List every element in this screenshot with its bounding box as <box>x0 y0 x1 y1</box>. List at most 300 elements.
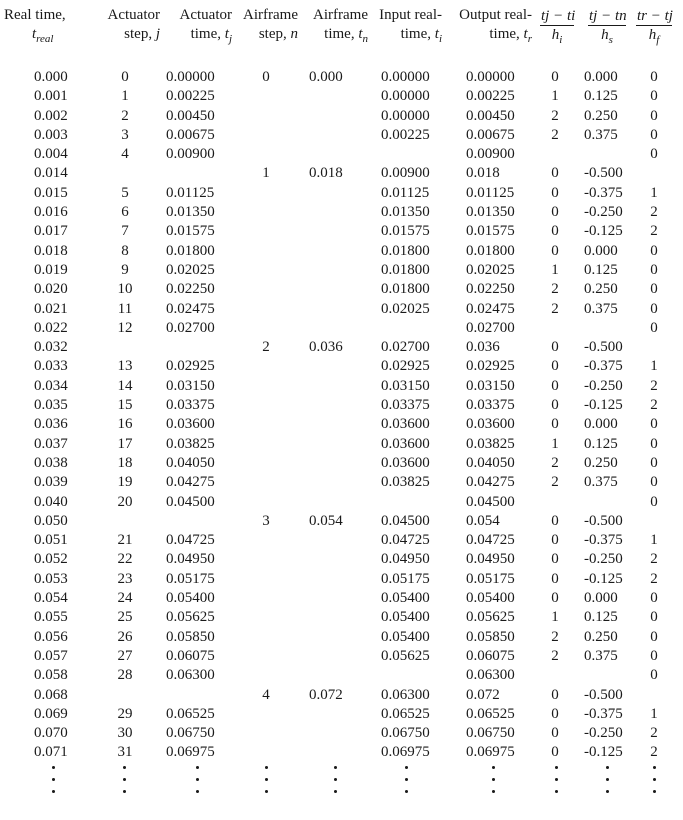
header-airframe-time: Airframe time, $t_n$ <box>313 7 368 45</box>
cell-ratio-hi: 0 <box>551 416 559 433</box>
cell-actuator-step: 5 <box>121 184 129 201</box>
cell-real-time: 0.004 <box>34 146 68 163</box>
table-row <box>0 415 683 434</box>
cell-airframe-time: 0.000 <box>309 69 343 85</box>
cell-actuator-step: 4 <box>121 146 129 163</box>
cell-output-real-time: 0.072 <box>466 686 500 703</box>
cell-output-real-time: 0.01350 <box>466 204 515 221</box>
cell-ratio-hs: -0.250 <box>584 377 623 394</box>
table-row <box>0 570 683 589</box>
ellipsis-dots <box>606 766 609 802</box>
header-input-real-time: Input real- time, $t_i$ <box>379 7 442 45</box>
cell-output-real-time: 0.01575 <box>466 223 515 240</box>
cell-ratio-hf: 0 <box>650 88 658 105</box>
cell-input-real-time: 0.02925 <box>381 358 430 375</box>
cell-ratio-hs: -0.375 <box>584 705 623 722</box>
cell-real-time: 0.071 <box>34 744 68 761</box>
cell-input-real-time: 0.00225 <box>381 126 430 143</box>
cell-output-real-time: 0.05400 <box>466 590 515 607</box>
cell-input-real-time: 0.03600 <box>381 435 430 452</box>
cell-ratio-hf: 2 <box>650 397 658 414</box>
cell-ratio-hs: 0.125 <box>584 435 618 452</box>
table-row <box>0 222 683 241</box>
ellipsis-dots <box>405 766 408 802</box>
cell-actuator-time: 0.02700 <box>166 319 215 336</box>
cell-input-real-time: 0.00000 <box>381 69 430 85</box>
cell-ratio-hs: -0.500 <box>584 512 623 529</box>
cell-input-real-time: 0.00000 <box>381 107 430 124</box>
cell-input-real-time: 0.05400 <box>381 609 430 626</box>
cell-ratio-hi: 0 <box>551 204 559 221</box>
cell-actuator-step: 27 <box>117 647 133 664</box>
cell-ratio-hi: 0 <box>551 184 559 201</box>
table-row <box>0 87 683 106</box>
cell-output-real-time: 0.06525 <box>466 705 515 722</box>
cell-ratio-hf: 2 <box>650 570 658 587</box>
cell-output-real-time: 0.04275 <box>466 474 515 491</box>
cell-actuator-time: 0.03375 <box>166 397 215 414</box>
cell-real-time: 0.058 <box>34 667 68 684</box>
cell-input-real-time: 0.01350 <box>381 204 430 221</box>
cell-real-time: 0.053 <box>34 570 68 587</box>
cell-ratio-hi: 2 <box>551 647 559 664</box>
cell-output-real-time: 0.03600 <box>466 416 515 433</box>
cell-input-real-time: 0.00000 <box>381 88 430 105</box>
cell-actuator-time: 0.04725 <box>166 532 215 549</box>
cell-real-time: 0.022 <box>34 319 68 336</box>
cell-output-real-time: 0.036 <box>466 339 500 356</box>
cell-output-real-time: 0.05850 <box>466 628 515 645</box>
cell-output-real-time: 0.01800 <box>466 242 515 259</box>
cell-ratio-hi: 0 <box>551 570 559 587</box>
table-row <box>0 145 683 164</box>
table-row <box>0 126 683 145</box>
table-row <box>0 531 683 550</box>
cell-output-real-time: 0.00900 <box>466 146 515 163</box>
cell-output-real-time: 0.02475 <box>466 300 515 317</box>
cell-ratio-hs: -0.375 <box>584 532 623 549</box>
cell-ratio-hf: 1 <box>650 184 658 201</box>
ellipsis-dots <box>555 766 558 802</box>
cell-ratio-hs: -0.250 <box>584 725 623 742</box>
cell-input-real-time: 0.03600 <box>381 454 430 471</box>
cell-actuator-time: 0.04500 <box>166 493 215 510</box>
cell-input-real-time: 0.06525 <box>381 705 430 722</box>
cell-actuator-step: 12 <box>117 319 133 336</box>
cell-real-time: 0.038 <box>34 454 68 471</box>
cell-actuator-time: 0.00900 <box>166 146 215 163</box>
cell-ratio-hs: 0.125 <box>584 88 618 105</box>
table-body <box>0 68 683 763</box>
ellipsis-dots <box>334 766 337 802</box>
cell-actuator-time: 0.02025 <box>166 261 215 278</box>
table-row <box>0 589 683 608</box>
cell-real-time: 0.052 <box>34 551 68 568</box>
cell-output-real-time: 0.02925 <box>466 358 515 375</box>
cell-ratio-hi: 1 <box>551 435 559 452</box>
cell-ratio-hs: -0.500 <box>584 165 623 182</box>
cell-input-real-time: 0.05175 <box>381 570 430 587</box>
table-row <box>0 280 683 299</box>
ellipsis-dots <box>52 766 55 802</box>
cell-real-time: 0.032 <box>34 339 68 356</box>
cell-output-real-time: 0.018 <box>466 165 500 182</box>
cell-real-time: 0.016 <box>34 204 68 221</box>
cell-output-real-time: 0.06750 <box>466 725 515 742</box>
ellipsis-dots <box>265 766 268 802</box>
table-row <box>0 203 683 222</box>
cell-actuator-time: 0.03150 <box>166 377 215 394</box>
cell-ratio-hi: 2 <box>551 107 559 124</box>
cell-ratio-hf: 0 <box>650 242 658 259</box>
cell-actuator-step: 22 <box>117 551 133 568</box>
cell-ratio-hf: 0 <box>650 454 658 471</box>
cell-ratio-hi: 2 <box>551 300 559 317</box>
cell-ratio-hs: -0.125 <box>584 223 623 240</box>
cell-input-real-time: 0.01800 <box>381 261 430 278</box>
cell-actuator-step: 30 <box>117 725 133 742</box>
cell-ratio-hf: 0 <box>650 281 658 298</box>
cell-ratio-hs: -0.375 <box>584 184 623 201</box>
cell-ratio-hs: 0.375 <box>584 300 618 317</box>
cell-output-real-time: 0.02700 <box>466 319 515 336</box>
table-row <box>0 724 683 743</box>
cell-ratio-hf: 0 <box>650 319 658 336</box>
continuation-ellipsis <box>0 766 683 816</box>
cell-actuator-step: 8 <box>121 242 129 259</box>
cell-ratio-hf: 1 <box>650 705 658 722</box>
cell-output-real-time: 0.06975 <box>466 744 515 761</box>
table-row <box>0 743 683 762</box>
cell-output-real-time: 0.06300 <box>466 667 515 684</box>
cell-real-time: 0.037 <box>34 435 68 452</box>
cell-input-real-time: 0.02025 <box>381 300 430 317</box>
table-row <box>0 377 683 396</box>
cell-input-real-time: 0.06750 <box>381 725 430 742</box>
cell-ratio-hi: 0 <box>551 358 559 375</box>
cell-real-time: 0.040 <box>34 493 68 510</box>
cell-actuator-time: 0.02925 <box>166 358 215 375</box>
cell-actuator-step: 0 <box>121 69 129 85</box>
cell-real-time: 0.015 <box>34 184 68 201</box>
cell-output-real-time: 0.00450 <box>466 107 515 124</box>
cell-ratio-hf: 0 <box>650 107 658 124</box>
cell-ratio-hf: 0 <box>650 493 658 510</box>
ellipsis-dots <box>123 766 126 802</box>
cell-ratio-hs: 0.250 <box>584 454 618 471</box>
cell-actuator-time: 0.02475 <box>166 300 215 317</box>
cell-input-real-time: 0.04725 <box>381 532 430 549</box>
table-row <box>0 184 683 203</box>
cell-ratio-hs: 0.125 <box>584 261 618 278</box>
cell-input-real-time: 0.02700 <box>381 339 430 356</box>
table-row <box>0 338 683 357</box>
cell-ratio-hs: -0.500 <box>584 339 623 356</box>
table-row <box>0 705 683 724</box>
cell-real-time: 0.018 <box>34 242 68 259</box>
cell-ratio-hi: 0 <box>551 705 559 722</box>
cell-actuator-time: 0.04275 <box>166 474 215 491</box>
cell-actuator-time: 0.06300 <box>166 667 215 684</box>
cell-actuator-time: 0.06750 <box>166 725 215 742</box>
cell-actuator-time: 0.01575 <box>166 223 215 240</box>
table-row <box>0 261 683 280</box>
cell-ratio-hs: -0.125 <box>584 570 623 587</box>
cell-ratio-hs: 0.000 <box>584 416 618 433</box>
cell-ratio-hf: 0 <box>650 261 658 278</box>
cell-ratio-hs: 0.250 <box>584 281 618 298</box>
cell-input-real-time: 0.01575 <box>381 223 430 240</box>
cell-actuator-step: 3 <box>121 126 129 143</box>
cell-ratio-hi: 0 <box>551 377 559 394</box>
cell-real-time: 0.057 <box>34 647 68 664</box>
cell-ratio-hf: 1 <box>650 358 658 375</box>
cell-actuator-step: 25 <box>117 609 133 626</box>
cell-ratio-hi: 1 <box>551 261 559 278</box>
cell-input-real-time: 0.01125 <box>381 184 430 201</box>
table-row <box>0 512 683 531</box>
cell-real-time: 0.035 <box>34 397 68 414</box>
table-row <box>0 68 683 87</box>
cell-actuator-time: 0.00675 <box>166 126 215 143</box>
ellipsis-dots <box>653 766 656 802</box>
table-row <box>0 164 683 183</box>
header-airframe-step: Airframe step, n <box>243 7 298 42</box>
cell-actuator-step: 7 <box>121 223 129 240</box>
cell-ratio-hi: 0 <box>551 242 559 259</box>
cell-output-real-time: 0.06075 <box>466 647 515 664</box>
cell-actuator-time: 0.00450 <box>166 107 215 124</box>
cell-airframe-time: 0.036 <box>309 339 343 356</box>
cell-ratio-hf: 0 <box>650 667 658 684</box>
cell-real-time: 0.051 <box>34 532 68 549</box>
cell-airframe-step: 4 <box>262 686 270 703</box>
cell-real-time: 0.036 <box>34 416 68 433</box>
cell-ratio-hi: 1 <box>551 88 559 105</box>
table-row <box>0 242 683 261</box>
header-actuator-time: Actuator time, $t_j$ <box>179 7 232 45</box>
cell-ratio-hf: 0 <box>650 416 658 433</box>
cell-real-time: 0.017 <box>34 223 68 240</box>
cell-ratio-hi: 0 <box>551 165 559 182</box>
table-row <box>0 435 683 454</box>
cell-output-real-time: 0.02025 <box>466 261 515 278</box>
cell-ratio-hf: 0 <box>650 647 658 664</box>
cell-real-time: 0.056 <box>34 628 68 645</box>
cell-output-real-time: 0.03375 <box>466 397 515 414</box>
cell-actuator-step: 17 <box>117 435 133 452</box>
cell-output-real-time: 0.02250 <box>466 281 515 298</box>
cell-input-real-time: 0.05400 <box>381 628 430 645</box>
table-row <box>0 319 683 338</box>
cell-ratio-hs: 0.375 <box>584 647 618 664</box>
cell-actuator-step: 2 <box>121 107 129 124</box>
cell-real-time: 0.002 <box>34 107 68 124</box>
cell-real-time: 0.021 <box>34 300 68 317</box>
cell-ratio-hs: -0.125 <box>584 744 623 761</box>
table-row <box>0 647 683 666</box>
cell-actuator-time: 0.04950 <box>166 551 215 568</box>
cell-actuator-step: 29 <box>117 705 133 722</box>
cell-input-real-time: 0.06300 <box>381 686 430 703</box>
cell-output-real-time: 0.04050 <box>466 454 515 471</box>
cell-input-real-time: 0.01800 <box>381 242 430 259</box>
header-output-real-time: Output real- time, $t_r$ <box>459 7 532 45</box>
cell-output-real-time: 0.04500 <box>466 493 515 510</box>
cell-input-real-time: 0.03600 <box>381 416 430 433</box>
cell-real-time: 0.050 <box>34 512 68 529</box>
cell-actuator-time: 0.01350 <box>166 204 215 221</box>
cell-output-real-time: 0.04725 <box>466 532 515 549</box>
cell-ratio-hs: 0.250 <box>584 107 618 124</box>
cell-output-real-time: 0.01125 <box>466 184 515 201</box>
cell-actuator-step: 24 <box>117 590 133 607</box>
header-real-time: Real time, $t_{real}$ <box>4 7 66 45</box>
cell-actuator-step: 14 <box>117 377 133 394</box>
table-row <box>0 396 683 415</box>
table-row <box>0 550 683 569</box>
cell-actuator-step: 10 <box>117 281 133 298</box>
cell-ratio-hf: 0 <box>650 69 658 85</box>
cell-ratio-hs: -0.250 <box>584 551 623 568</box>
cell-real-time: 0.034 <box>34 377 68 394</box>
header-ratio-hi: $\frac{tj - ti}{h_i}$ <box>541 8 576 46</box>
cell-output-real-time: 0.03150 <box>466 377 515 394</box>
cell-ratio-hf: 0 <box>650 590 658 607</box>
ellipsis-dots <box>196 766 199 802</box>
cell-ratio-hs: 0.125 <box>584 609 618 626</box>
cell-input-real-time: 0.04950 <box>381 551 430 568</box>
cell-actuator-time: 0.06075 <box>166 647 215 664</box>
cell-airframe-step: 0 <box>262 69 270 85</box>
cell-ratio-hf: 2 <box>650 551 658 568</box>
cell-ratio-hf: 2 <box>650 744 658 761</box>
cell-actuator-step: 13 <box>117 358 133 375</box>
cell-actuator-step: 18 <box>117 454 133 471</box>
cell-ratio-hs: -0.500 <box>584 686 623 703</box>
cell-ratio-hs: 0.000 <box>584 242 618 259</box>
cell-actuator-time: 0.06975 <box>166 744 215 761</box>
cell-ratio-hf: 0 <box>650 609 658 626</box>
cell-actuator-time: 0.05400 <box>166 590 215 607</box>
header-ratio-hf: $\frac{tr - tj}{h_f}$ <box>637 8 673 46</box>
cell-actuator-step: 19 <box>117 474 133 491</box>
table-row <box>0 107 683 126</box>
cell-actuator-step: 1 <box>121 88 129 105</box>
cell-ratio-hi: 0 <box>551 223 559 240</box>
cell-output-real-time: 0.05625 <box>466 609 515 626</box>
table-row <box>0 300 683 319</box>
cell-ratio-hi: 0 <box>551 339 559 356</box>
cell-input-real-time: 0.03150 <box>381 377 430 394</box>
table-row <box>0 357 683 376</box>
cell-input-real-time: 0.06975 <box>381 744 430 761</box>
cell-actuator-step: 11 <box>117 300 133 317</box>
cell-ratio-hf: 2 <box>650 223 658 240</box>
cell-ratio-hs: 0.375 <box>584 126 618 143</box>
cell-airframe-time: 0.018 <box>309 165 343 182</box>
cell-actuator-time: 0.00225 <box>166 88 215 105</box>
cell-ratio-hf: 0 <box>650 126 658 143</box>
cell-ratio-hs: 0.000 <box>584 590 618 607</box>
table-row <box>0 666 683 685</box>
cell-ratio-hs: 0.250 <box>584 628 618 645</box>
cell-airframe-step: 1 <box>262 165 270 182</box>
cell-real-time: 0.039 <box>34 474 68 491</box>
cell-ratio-hs: -0.375 <box>584 358 623 375</box>
cell-actuator-time: 0.04050 <box>166 454 215 471</box>
header-ratio-hs: $\frac{tj - tn}{h_s}$ <box>589 8 627 46</box>
cell-real-time: 0.070 <box>34 725 68 742</box>
cell-actuator-time: 0.02250 <box>166 281 215 298</box>
cell-ratio-hi: 0 <box>551 590 559 607</box>
cell-ratio-hf: 0 <box>650 628 658 645</box>
cell-input-real-time: 0.03825 <box>381 474 430 491</box>
cell-real-time: 0.068 <box>34 686 68 703</box>
cell-actuator-step: 23 <box>117 570 133 587</box>
cell-ratio-hi: 0 <box>551 532 559 549</box>
cell-ratio-hi: 2 <box>551 628 559 645</box>
cell-actuator-time: 0.05850 <box>166 628 215 645</box>
cell-ratio-hi: 0 <box>551 69 559 85</box>
cell-ratio-hs: -0.250 <box>584 204 623 221</box>
cell-actuator-step: 6 <box>121 204 129 221</box>
cell-ratio-hf: 0 <box>650 146 658 163</box>
cell-ratio-hs: 0.375 <box>584 474 618 491</box>
cell-real-time: 0.014 <box>34 165 68 182</box>
cell-actuator-time: 0.03600 <box>166 416 215 433</box>
cell-ratio-hi: 2 <box>551 454 559 471</box>
cell-ratio-hi: 1 <box>551 609 559 626</box>
cell-output-real-time: 0.04950 <box>466 551 515 568</box>
table-row <box>0 608 683 627</box>
cell-actuator-time: 0.01125 <box>166 184 215 201</box>
cell-ratio-hs: 0.000 <box>584 69 618 85</box>
cell-actuator-time: 0.05625 <box>166 609 215 626</box>
cell-ratio-hi: 0 <box>551 725 559 742</box>
cell-output-real-time: 0.00000 <box>466 69 515 85</box>
cell-actuator-step: 26 <box>117 628 133 645</box>
cell-airframe-step: 3 <box>262 512 270 529</box>
cell-ratio-hi: 0 <box>551 551 559 568</box>
cell-actuator-time: 0.00000 <box>166 69 215 85</box>
cell-real-time: 0.033 <box>34 358 68 375</box>
cell-airframe-time: 0.072 <box>309 686 343 703</box>
cell-real-time: 0.055 <box>34 609 68 626</box>
cell-ratio-hf: 1 <box>650 532 658 549</box>
header-actuator-step: Actuator step, j <box>107 7 160 42</box>
cell-ratio-hi: 2 <box>551 474 559 491</box>
table-row <box>0 454 683 473</box>
cell-actuator-step: 16 <box>117 416 133 433</box>
cell-actuator-time: 0.01800 <box>166 242 215 259</box>
cell-ratio-hs: -0.125 <box>584 397 623 414</box>
cell-actuator-step: 21 <box>117 532 133 549</box>
cell-real-time: 0.054 <box>34 590 68 607</box>
cell-actuator-time: 0.06525 <box>166 705 215 722</box>
cell-output-real-time: 0.03825 <box>466 435 515 452</box>
cell-ratio-hf: 2 <box>650 204 658 221</box>
cell-ratio-hi: 2 <box>551 126 559 143</box>
cell-input-real-time: 0.04500 <box>381 512 430 529</box>
cell-ratio-hi: 0 <box>551 512 559 529</box>
cell-output-real-time: 0.054 <box>466 512 500 529</box>
cell-input-real-time: 0.01800 <box>381 281 430 298</box>
table-row <box>0 686 683 705</box>
cell-ratio-hf: 0 <box>650 474 658 491</box>
cell-real-time: 0.019 <box>34 261 68 278</box>
cell-input-real-time: 0.03375 <box>381 397 430 414</box>
